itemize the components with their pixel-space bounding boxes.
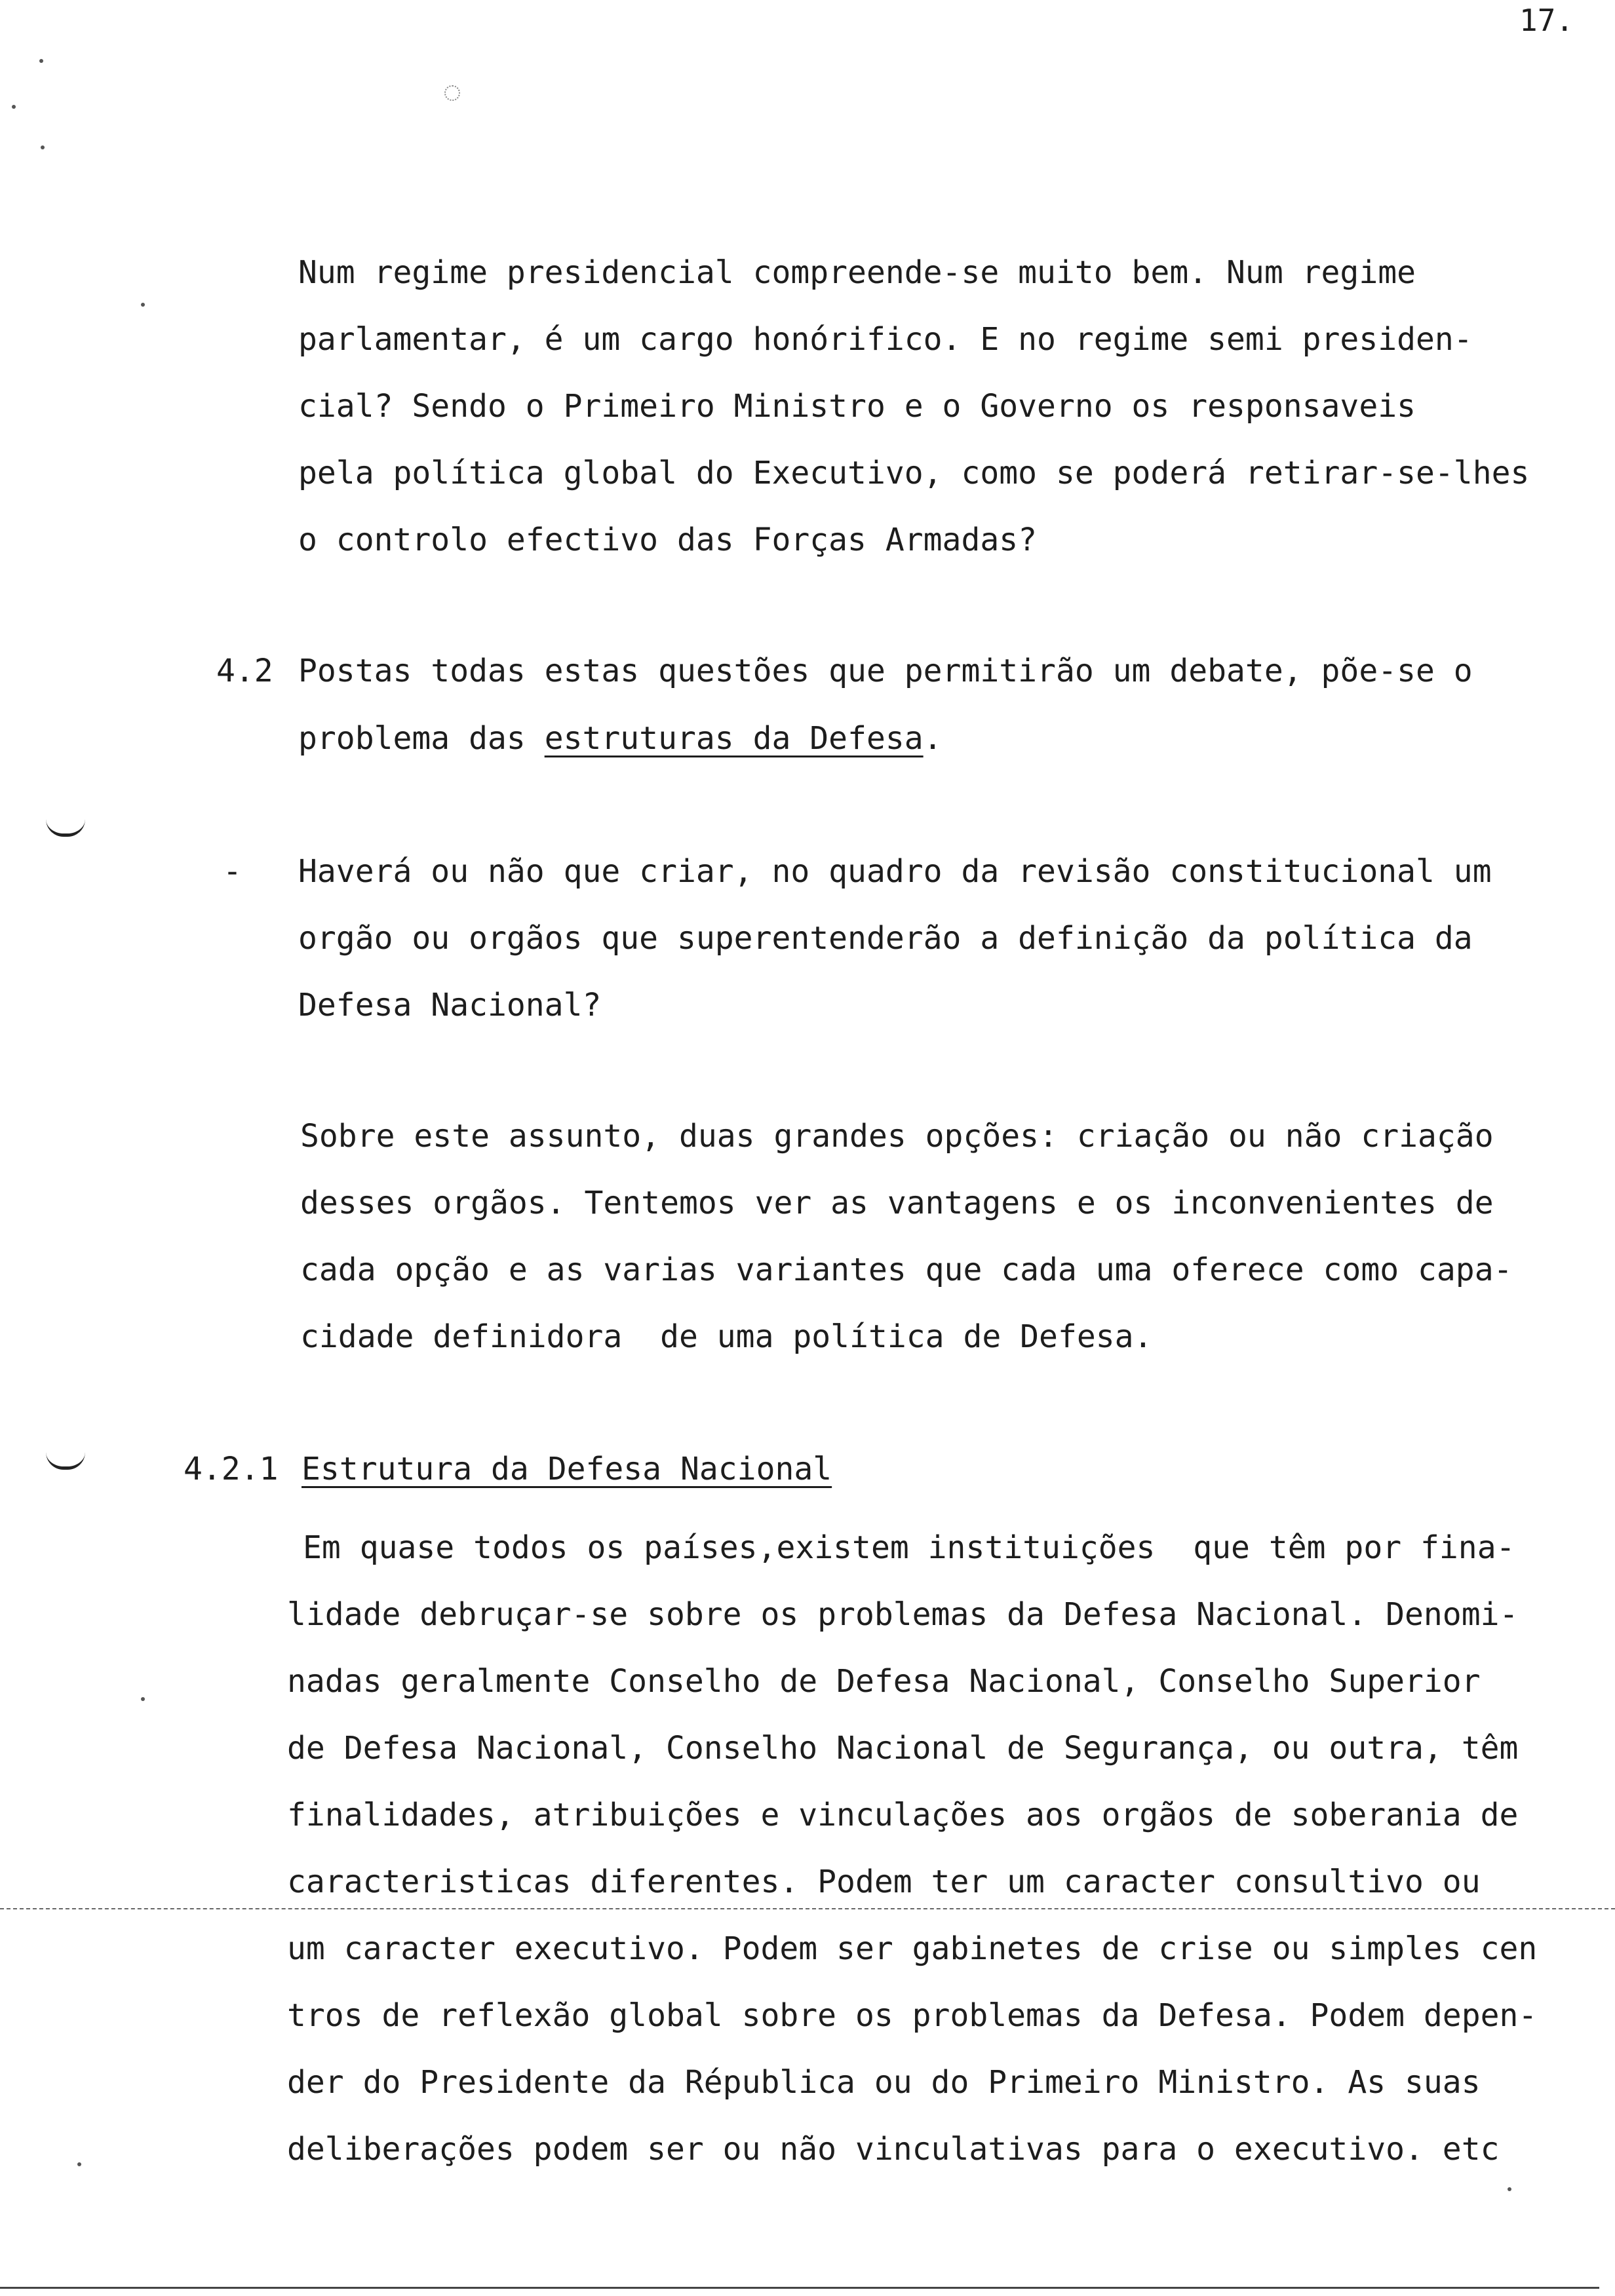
bullet-marker: - [223, 853, 242, 890]
section-4-2-1-line-10: deliberações podem ser ou não vinculativas para o executivo. etc [287, 2131, 1500, 2168]
section-4-2-line-2-after: . [923, 720, 943, 757]
scan-speck [41, 145, 45, 149]
paragraph3-line-3: cada opção e as varias variantes que cada uma oferece como capa- [300, 1252, 1513, 1288]
section-4-2-1-line-7: um caracter executivo. Podem ser gabinetes de crise ou simples cen [287, 1930, 1538, 1967]
paragraph3-line-1: Sobre este assunto, duas grandes opções: criação ou não criação [300, 1118, 1494, 1155]
bullet-line-1: Haverá ou não que criar, no quadro da revisão constitucional um [298, 853, 1492, 890]
paragraph1-line-4: pela política global do Executivo, como se poderá retirar-se-lhes [298, 455, 1530, 491]
margin-check-mark [46, 1452, 85, 1470]
section-4-2-1-line-2: lidade debruçar-se sobre os problemas da Defesa Nacional. Denomi- [287, 1596, 1519, 1633]
section-4-2-number: 4.2 [216, 653, 273, 689]
scan-speck [141, 303, 145, 307]
paragraph1-line-1: Num regime presidencial compreende-se muito bem. Num regime [298, 254, 1416, 291]
scan-speck [12, 105, 16, 109]
paragraph3-line-4: cidade definidora de uma política de Defesa. [300, 1318, 1153, 1355]
section-4-2-line-1: Postas todas estas questões que permitirão um debate, põe-se o [298, 653, 1473, 689]
bottom-edge-line [0, 2287, 1599, 2289]
section-4-2-1-line-1: Em quase todos os países,existem instituições que têm por fina- [303, 1529, 1515, 1566]
section-4-2-1-line-8: tros de reflexão global sobre os problemas da Defesa. Podem depen- [287, 1997, 1538, 2034]
section-4-2-1-line-6: caracteristicas diferentes. Podem ter um caracter consultivo ou [287, 1864, 1481, 1900]
section-4-2-1-line-9: der do Presidente da Républica ou do Primeiro Ministro. As suas [287, 2064, 1481, 2101]
paragraph1-line-2: parlamentar, é um cargo honórifico. E no regime semi presiden- [298, 321, 1473, 358]
section-4-2-1-line-5: finalidades, atribuições e vinculações aos orgãos de soberania de [287, 1797, 1519, 1833]
section-4-2-1-line-3: nadas geralmente Conselho de Defesa Nacional, Conselho Superior [287, 1663, 1481, 1700]
section-4-2-line-2-before: problema das [298, 720, 545, 757]
paragraph3-line-2: desses orgãos. Tentemos ver as vantagens e os inconvenientes de [300, 1185, 1494, 1221]
scan-speck [444, 85, 460, 101]
page-number: 17. [1519, 3, 1574, 38]
fold-line [0, 1908, 1615, 1909]
bullet-line-2: orgão ou orgãos que superentenderão a definição da política da [298, 920, 1473, 957]
section-4-2-1-number: 4.2.1 [184, 1451, 279, 1487]
bullet-line-3: Defesa Nacional? [298, 987, 602, 1024]
scan-speck [39, 59, 43, 63]
section-4-2-1-line-4: de Defesa Nacional, Conselho Nacional de Segurança, ou outra, têm [287, 1730, 1519, 1767]
structures-of-defense-underlined: estruturas da Defesa [544, 720, 924, 757]
paragraph1-line-5: o controlo efectivo das Forças Armadas? [298, 522, 1038, 558]
scan-speck [77, 2162, 81, 2166]
paragraph1-line-3: cial? Sendo o Primeiro Ministro e o Governo os responsaveis [298, 388, 1416, 425]
section-4-2-1-heading: Estrutura da Defesa Nacional [302, 1451, 832, 1487]
scan-speck [1508, 2187, 1511, 2191]
margin-check-mark [46, 819, 85, 837]
scan-speck [141, 1697, 145, 1701]
section-4-2-line-2 [298, 720, 943, 757]
